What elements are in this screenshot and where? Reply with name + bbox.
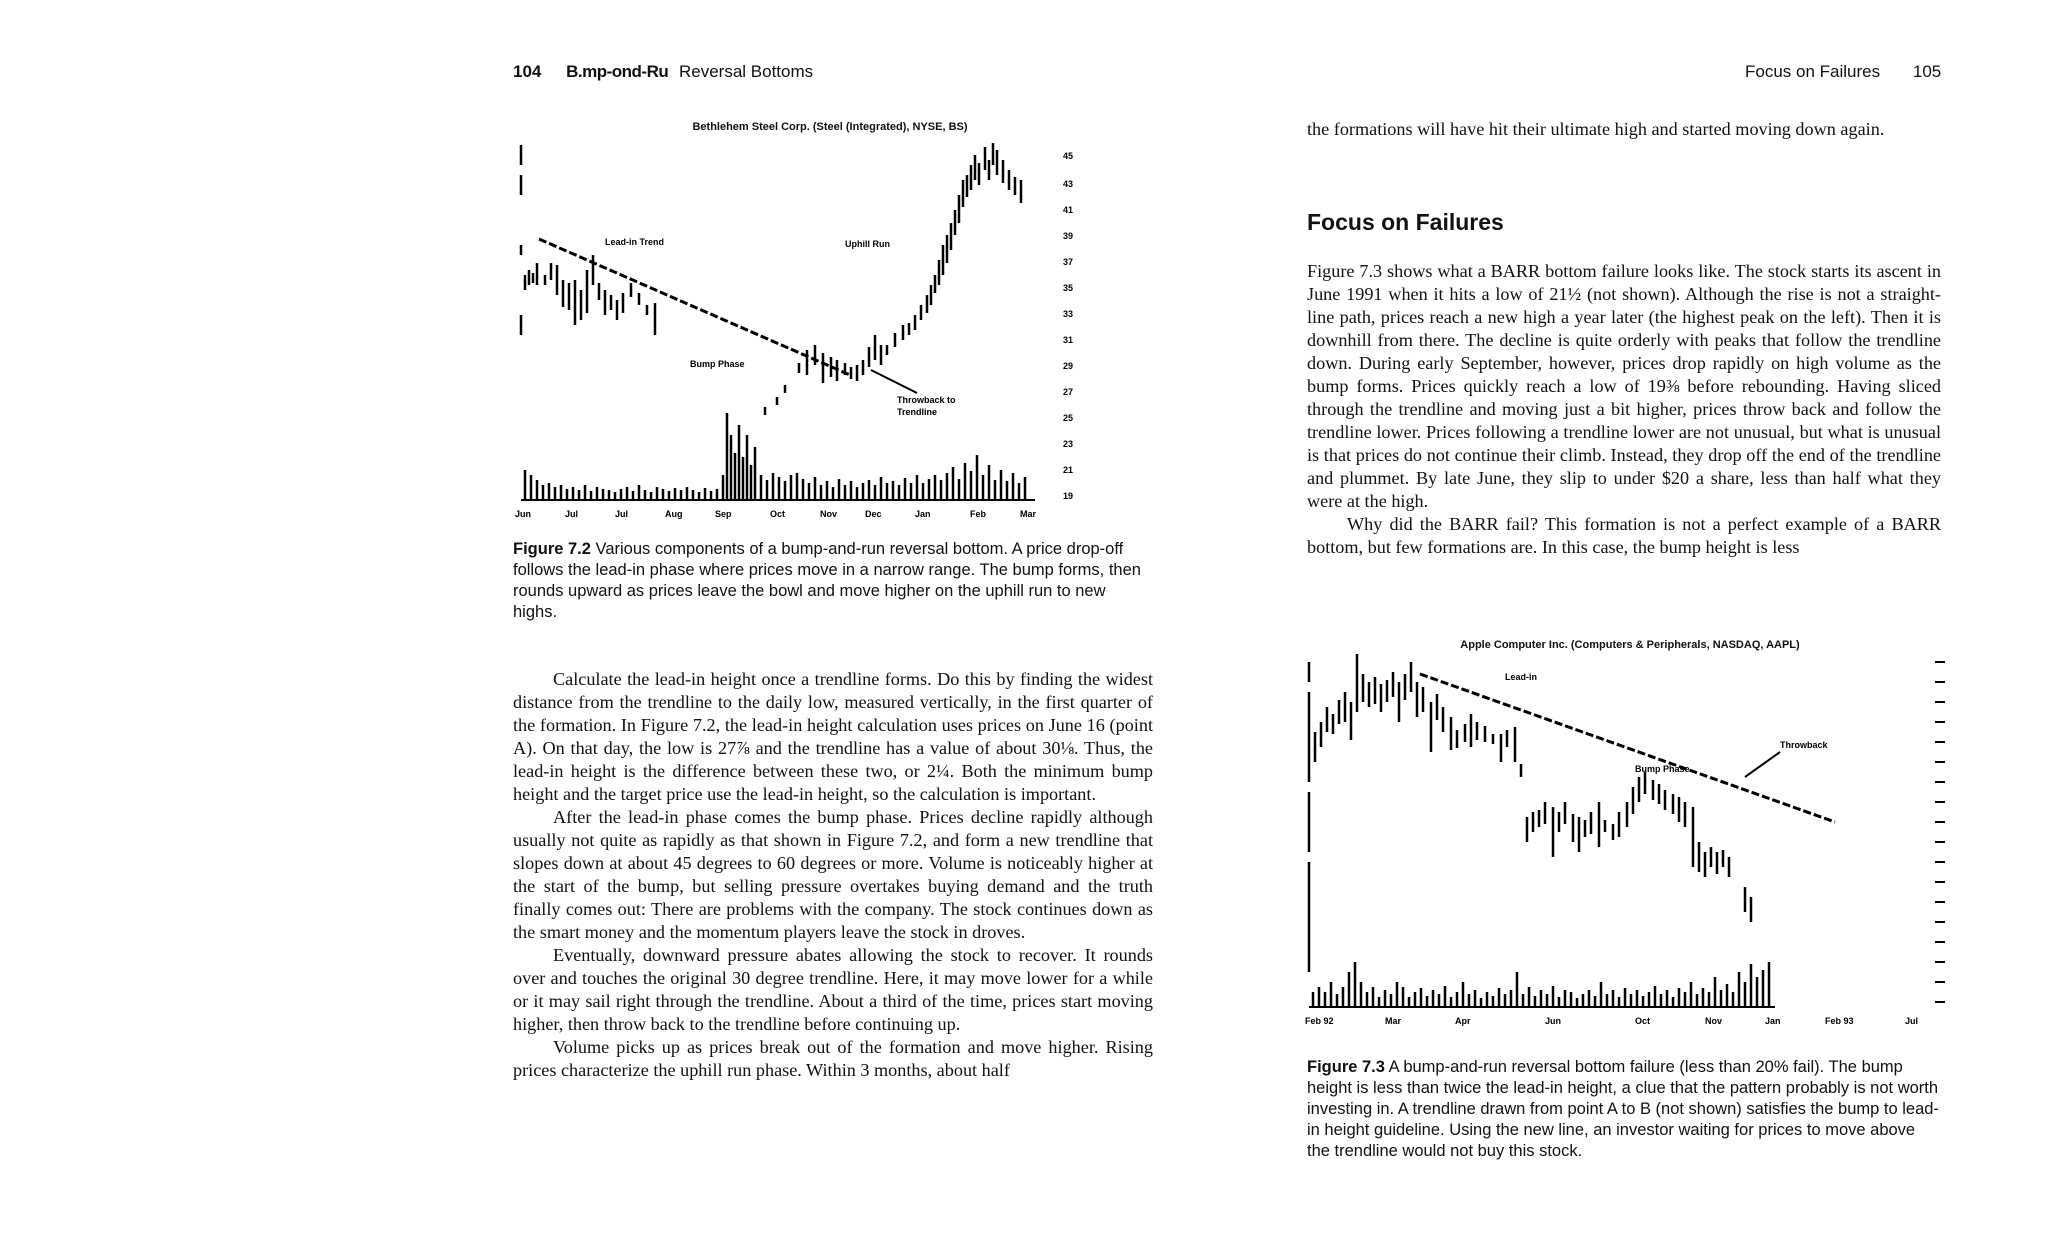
figure-7-3-caption [1307,1057,1941,1162]
figure-7-2-x-tick: Sep [715,509,732,519]
right-page-body [1307,260,1941,559]
left-page-number: 104 [513,62,542,81]
figure-7-3-x-tick: Nov [1705,1016,1723,1026]
figure-7-3-throwback-label: Throwback [1780,740,1828,750]
figure-7-2-x-tick: Nov [820,509,838,519]
figure-7-3-bump-label: Bump Phase [1635,764,1690,774]
figure-7-2-y-tick: 45 [1063,151,1074,161]
figure-7-3-right-axis [1935,662,1945,1002]
figure-7-3-caption-label: Figure 7.3 [1307,1058,1385,1076]
figure-7-2-y-tick: 27 [1063,387,1074,397]
figure-7-2-caption-text: Various components of a bump-and-run reversal bottom. A price drop-off follows the lead-in phase where prices move in a narrow range. The bump forms, then rounds upward as prices leave the bowl and move higher on the uphill run to new highs. [513,540,1141,621]
figure-7-3-x-tick: Jan [1765,1016,1781,1026]
left-paragraph-2: After the lead-in phase comes the bump phase. Prices decline rapidly although usually not quite as rapidly as that shown in Figure 7.2, and form a new trendline that slopes down at about 45 degrees to 60 degrees or more. Volume is noticeably higher at the start of the bump, but selling pressure overtakes buying demand and the truth finally comes out: There are problems with the company. The stock continues down as the smart money and the momentum players leave the stock in droves. [513,807,1153,942]
figure-7-2-x-tick: Dec [865,509,882,519]
figure-7-3-price-bars [1315,654,1751,922]
figure-7-2-y-tick: 35 [1063,283,1074,293]
right-paragraph-2: Why did the BARR fail? This formation is not a perfect example of a BARR bottom, but few formations are. In this case, the bump height is less [1307,514,1941,557]
figure-7-2-x-tick: Mar [1020,509,1037,519]
figure-7-3-x-tick: Jul [1905,1016,1919,1026]
right-running-title: Focus on Failures [1745,62,1881,81]
left-running-title: Reversal Bottoms [678,62,814,81]
figure-7-3-chart-title: Apple Computer Inc. (Computers & Peripherals, NASDAQ, AAPL) [1460,639,1800,651]
figure-7-3-leadin-label: Lead-in [1505,672,1538,682]
figure-7-2-bump-label: Bump Phase [690,359,745,369]
figure-7-2-y-tick: 39 [1063,231,1074,241]
figure-7-2-caption-label: Figure 7.2 [513,540,591,558]
figure-7-2-x-tick: Jan [915,509,931,519]
figure-7-3-x-tick: Mar [1385,1016,1402,1026]
figure-7-3-volume-bars [1313,962,1769,1007]
figure-7-2-y-tick: 33 [1063,309,1074,319]
right-page-header [1745,62,1941,82]
right-paragraph-1: Figure 7.3 shows what a BARR bottom failure looks like. The stock starts its ascent in June 1991 when it hits a low of 21½ (not shown). Although the rise is not a straight-line path, prices reach a new high a year later (the highest peak on the left). Then it is downhill from there. The decline is quite orderly with peaks that follow the trendline down. During early September, however, prices drop rapidly on high volume as the bump forms. Prices quickly reach a low of 19⅜ before rebounding. Having sliced through the trendline and moving just a bit higher, prices throw back and follow the trendline lower. Prices following a trendline lower are not unusual, but what is unusual is that prices do not continue their climb. Instead, they drop off the end of the trendline and plummet. By late June, they slip to under $20 a share, less than half what they were at the high. [1307,261,1941,511]
figure-7-2-x-tick: Aug [665,509,683,519]
figure-7-2-y-tick: 25 [1063,413,1074,423]
left-paragraph-3: Eventually, downward pressure abates allowing the stock to recover. It rounds over and touches the original 30 degree trendline. Here, it may move lower for a while or it may sail right through the trendline. About a third of the time, prices start moving higher, then throw back to the trendline before continuing up. [513,945,1153,1034]
figure-7-2-x-tick: Feb [970,509,987,519]
figure-7-3-trendline [1420,674,1835,822]
right-page-number: 105 [1912,62,1942,81]
figure-7-3-x-tick: Feb 92 [1305,1016,1334,1026]
figure-7-2-throwback-label: Throwback to [897,395,956,405]
left-paragraph-4: Volume picks up as prices break out of the formation and move higher. Rising prices characterize the uphill run phase. Within 3 months, about half [513,1037,1153,1080]
left-running-title-garbled: B.mp-ond-Ru [566,62,669,81]
figure-7-2-leadin-label: Lead-in Trend [605,237,665,247]
figure-7-2-y-tick: 23 [1063,439,1074,449]
figure-7-2-uphill-label: Uphill Run [845,239,890,249]
figure-7-2-y-tick: 31 [1063,335,1074,345]
figure-7-2-y-tick: 29 [1063,361,1074,371]
figure-7-2-chart-title: Bethlehem Steel Corp. (Steel (Integrated), NYSE, BS) [692,121,968,133]
figure-7-3-x-ticks [1305,1016,1918,1026]
figure-7-2-y-tick: 19 [1063,491,1074,501]
figure-7-3-x-tick: Oct [1635,1016,1651,1026]
figure-7-2-x-tick: Jul [615,509,629,519]
figure-7-3-x-tick: Apr [1455,1016,1471,1026]
figure-7-2-x-tick: Jun [515,509,532,519]
figure-7-2-x-tick: Oct [770,509,786,519]
left-paragraph-1: Calculate the lead-in height once a trendline forms. Do this by finding the widest distance from the trendline to the daily low, measured vertically, in the first quarter of the formation. In Figure 7.2, the lead-in height calculation uses prices on June 16 (point A). On that day, the low is 27⅞ and the trendline has a value of about 30⅛. Thus, the lead-in height is the difference between these two, or 2¼. Both the minimum bump height and the target price use the lead-in height, so the calculation is important. [513,669,1153,804]
figure-7-3-throwback-line [1745,752,1780,777]
figure-7-3-chart [1305,652,1955,1027]
figure-7-2-y-tick: 37 [1063,257,1074,267]
figure-7-3-x-tick: Feb 93 [1825,1016,1854,1026]
figure-7-2-y-tick: 41 [1063,205,1074,215]
figure-7-2-x-tick: Jul [565,509,579,519]
right-paragraph-top: the formations will have hit their ultimate high and started moving down again. [1307,119,1885,139]
figure-7-2-y-tick: 43 [1063,179,1074,189]
section-title: Focus on Failures [1307,209,1504,235]
figure-7-3-x-tick: Jun [1545,1016,1562,1026]
figure-7-2-trendline-label: Trendline [897,407,938,417]
figure-7-2-y-tick: 21 [1063,465,1074,475]
figure-7-3-caption-text: A bump-and-run reversal bottom failure (less than 20% fail). The bump height is less than twice the lead-in height, a clue that the pattern probably is not worth investing in. A trendline drawn from point A to B (not shown) satisfies the bump to lead-in height guideline. Using the new line, an investor waiting for prices to move above the trendline would not buy this stock. [1307,1058,1939,1160]
